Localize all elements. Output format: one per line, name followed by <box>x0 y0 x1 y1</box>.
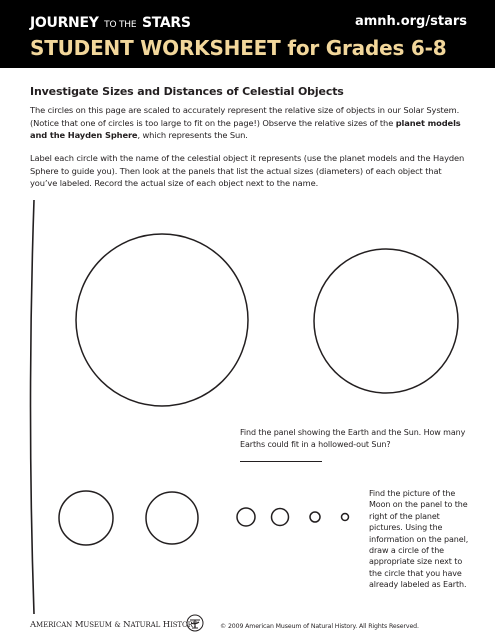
saturn-circle <box>314 249 458 393</box>
uranus-circle <box>59 491 113 545</box>
section-heading: Investigate Sizes and Distances of Celestial Objects <box>30 85 344 98</box>
museum-n: N <box>123 620 131 630</box>
copyright-notice: © 2009 American Museum of Natural History. All Rights Reserved. <box>220 623 419 630</box>
venus-circle <box>272 509 289 526</box>
museum-atural: ATURAL <box>130 621 161 629</box>
brand-journey: JOURNEY <box>30 15 99 31</box>
worksheet-title: STUDENT WORKSHEET for Grades 6-8 <box>30 36 447 60</box>
answer-blank[interactable] <box>240 453 322 462</box>
mars-circle <box>310 512 320 522</box>
intro-text-2: , which represents the Sun. <box>137 130 248 140</box>
amnh-seal-icon <box>186 614 204 632</box>
brand-stars: STARS <box>141 15 191 31</box>
intro-text-1: The circles on this page are scaled to accurately represent the relative size of objects in our Solar System. (Notice that one of circles is too large to fit on the page!) Observe the relative sizes of the <box>30 105 460 128</box>
earth-sun-question-text: Find the panel showing the Earth and the Sun. How many Earths could fit in a hollowed-out Sun? <box>240 428 466 449</box>
earth-sun-question <box>240 427 470 462</box>
museum-useum: USEUM <box>83 621 112 629</box>
museum-name <box>30 620 197 630</box>
jupiter-circle <box>76 234 248 406</box>
museum-m: M <box>74 620 84 630</box>
earth-circle <box>237 508 255 526</box>
site-url: amnh.org/stars <box>354 14 467 29</box>
brand-tothe: TO THE <box>104 20 137 30</box>
mercury-circle <box>342 514 349 521</box>
museum-a: A <box>30 620 37 630</box>
moon-question: Find the picture of the Moon on the panel to the right of the planet pictures. Using the information on the panel, draw a circle of the appropriate size next to the circle that you have already labeled as Earth. <box>369 489 469 590</box>
sun-circle-arc <box>31 200 35 614</box>
neptune-circle <box>146 492 198 544</box>
museum-h: H <box>162 620 171 630</box>
museum-amp: & <box>114 621 121 629</box>
instructions-paragraph: Label each circle with the name of the celestial object it represents (use the planet models and the Hayden Sphere to guide you). Then look at the panels that list the actual sizes (diameters) of each object that you’ve labeled. Record the actual size of each object next to the name. <box>30 153 465 188</box>
museum-merican: MERICAN <box>36 621 73 629</box>
intro-text-bold: planet models and the Hayden Sphere <box>30 117 461 140</box>
museum-istory: ISTORY <box>170 621 198 629</box>
